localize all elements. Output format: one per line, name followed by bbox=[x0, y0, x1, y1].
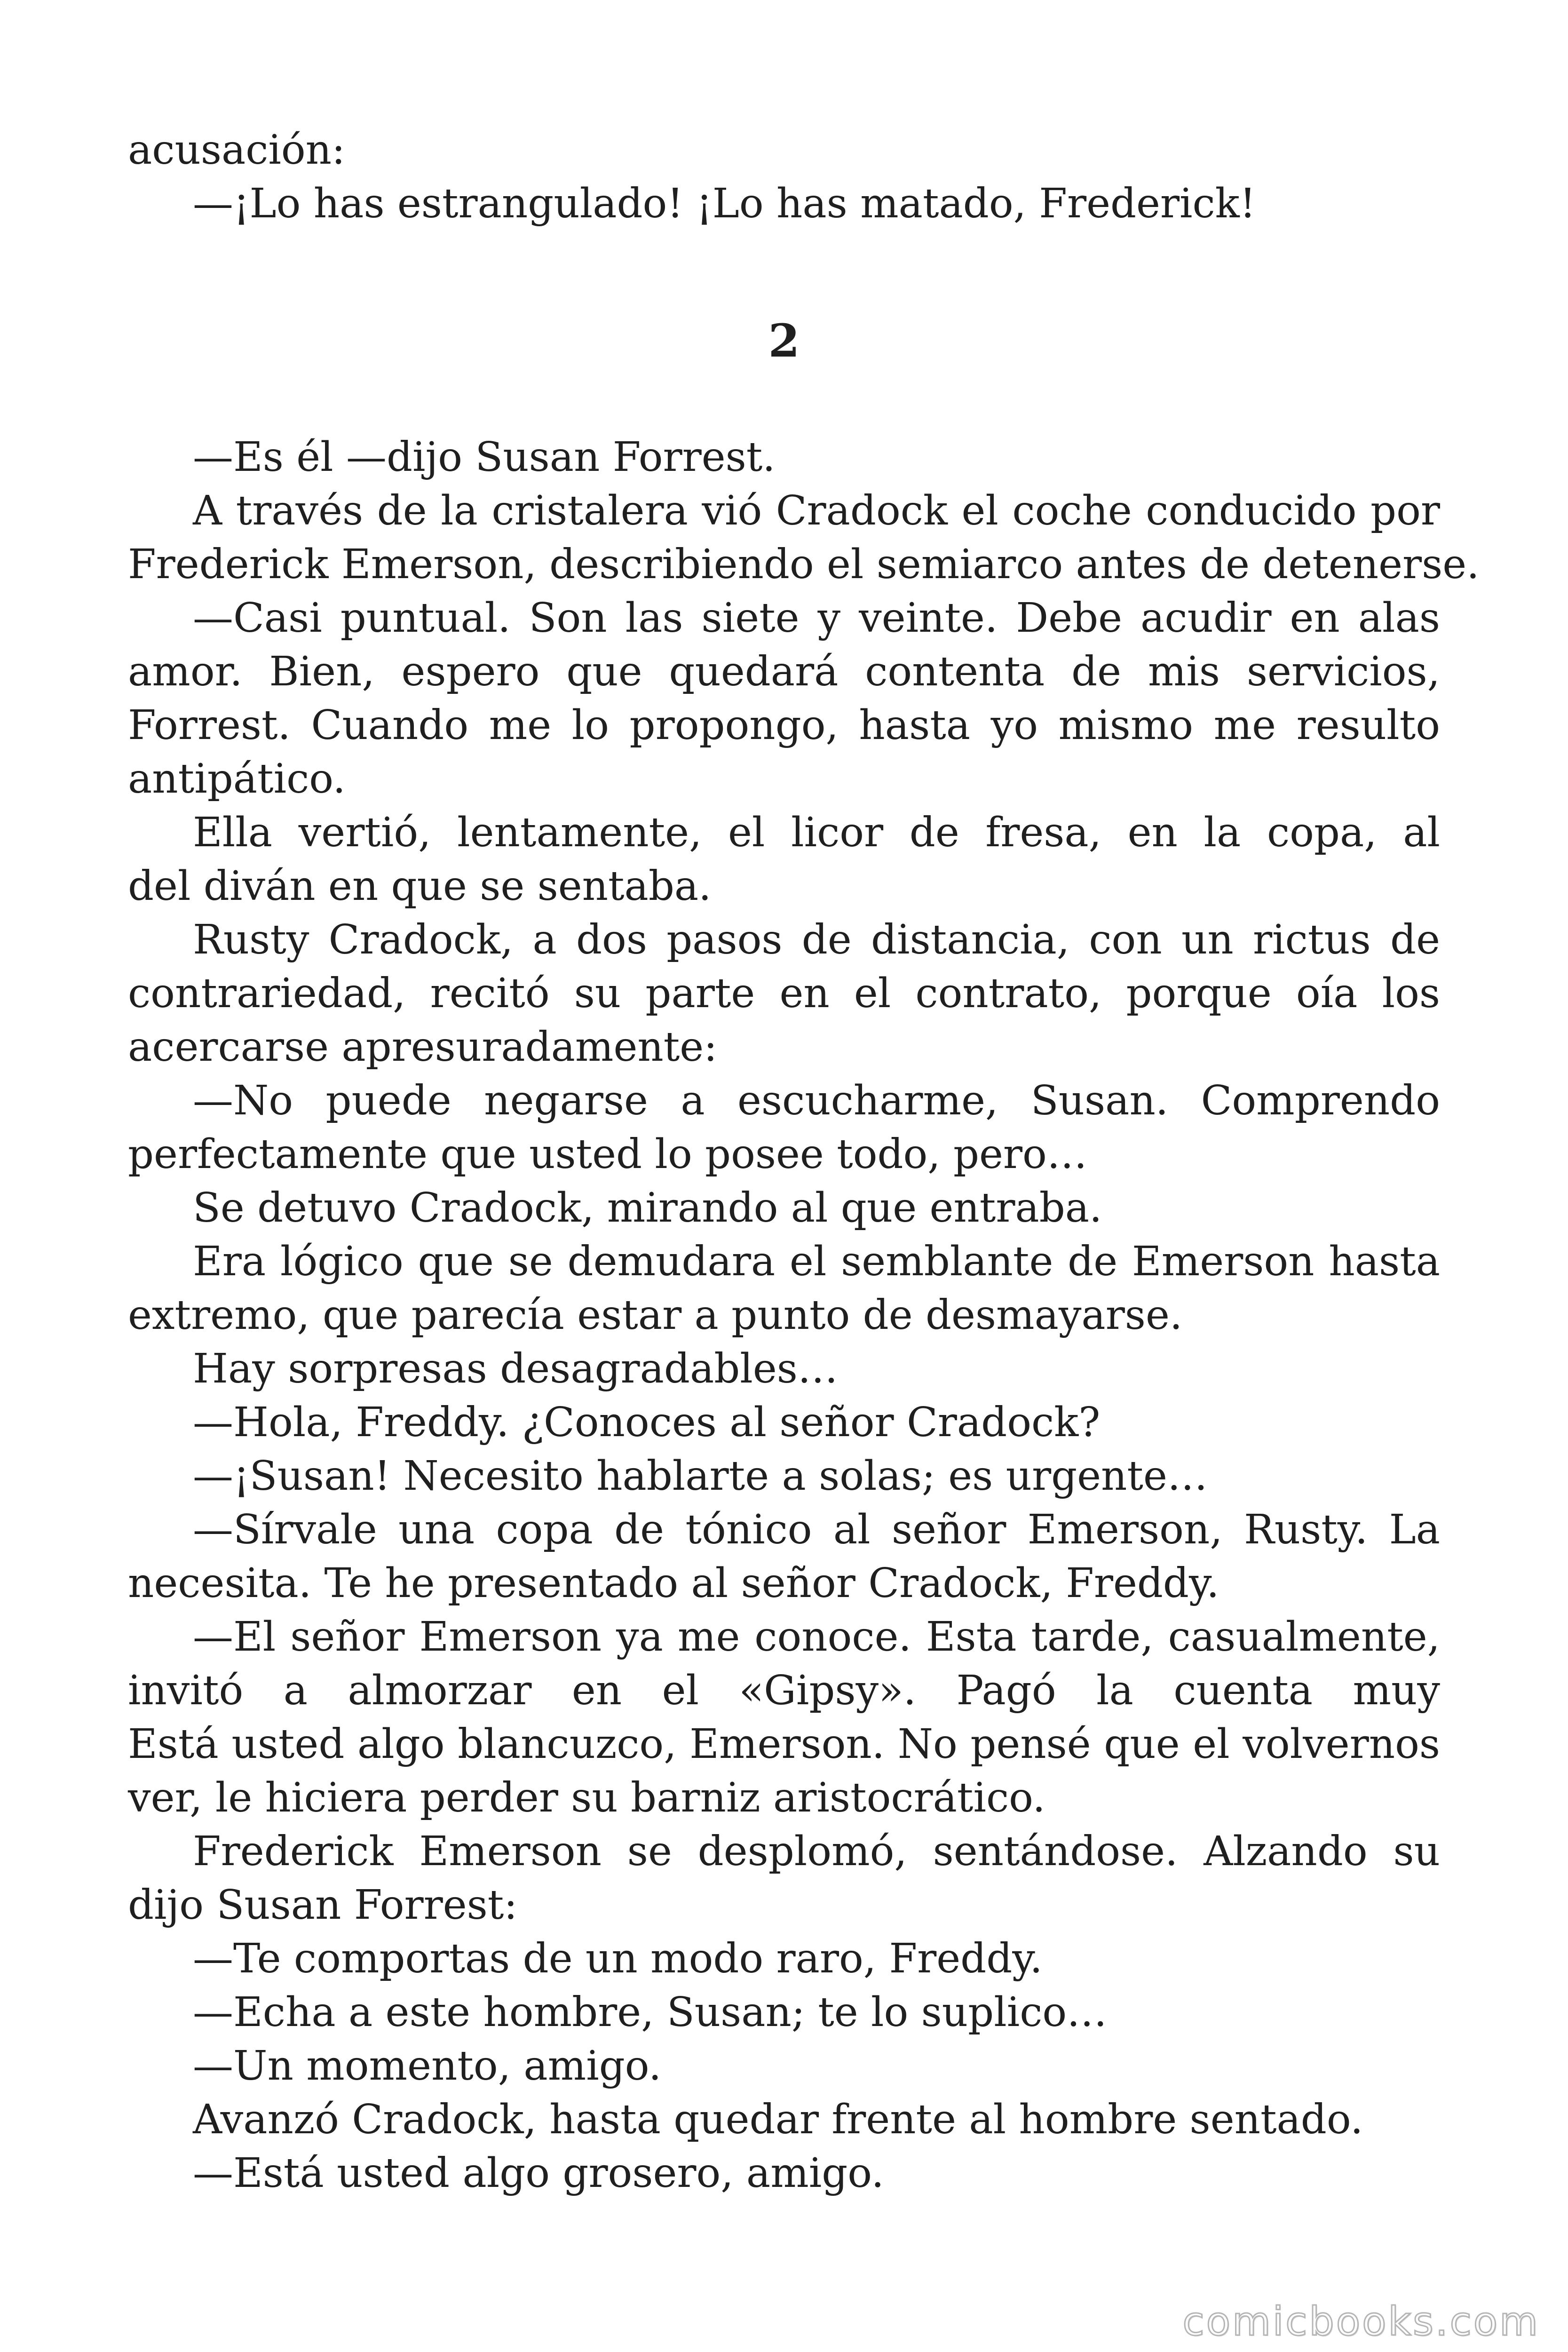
text-line: Rusty Cradock, a dos pasos de distancia, con un rictus de bbox=[193, 916, 1440, 963]
text-line: —No puede negarse a escucharme, Susan. Comprendo bbox=[193, 1077, 1440, 1124]
text-line: del diván en que se sentaba. bbox=[128, 863, 712, 910]
text-line: contrariedad, recitó su parte en el contrato, porque oía los bbox=[128, 970, 1440, 1017]
text-line: Ella vertió, lentamente, el licor de fresa, en la copa, al bbox=[193, 809, 1440, 856]
text-line: —¡Susan! Necesito hablarte a solas; es urgente… bbox=[193, 1453, 1208, 1500]
text-line: perfectamente que usted lo posee todo, pero… bbox=[128, 1131, 1087, 1178]
text-line: Frederick Emerson se desplomó, sentándose. Alzando su bbox=[193, 1828, 1440, 1875]
text-line: Hay sorpresas desagradables… bbox=[193, 1345, 838, 1392]
text-line: A través de la cristalera vió Cradock el coche conducido por bbox=[193, 487, 1440, 534]
text-line: —Es él —dijo Susan Forrest. bbox=[193, 434, 776, 481]
text-line: ver, le hiciera perder su barniz aristocrático. bbox=[128, 1774, 1045, 1821]
text-line: acercarse apresuradamente: bbox=[128, 1024, 718, 1071]
text-line: —Te comportas de un modo raro, Freddy. bbox=[193, 1935, 1043, 1982]
text-line: antipático. bbox=[128, 755, 346, 803]
text-line: Avanzó Cradock, hasta quedar frente al hombre sentado. bbox=[193, 2096, 1363, 2143]
text-line: Era lógico que se demudara el semblante de Emerson hasta bbox=[193, 1238, 1440, 1285]
text-line: —Un momento, amigo. bbox=[193, 2042, 662, 2090]
text-line: acusación: bbox=[128, 127, 346, 174]
text-line: Se detuvo Cradock, mirando al que entraba. bbox=[193, 1184, 1102, 1232]
text-line: Forrest. Cuando me lo propongo, hasta yo mismo me resulto bbox=[128, 702, 1440, 749]
text-line: —El señor Emerson ya me conoce. Esta tarde, casualmente, bbox=[193, 1613, 1440, 1661]
text-line: Está usted algo blancuzco, Emerson. No pensé que el volvernos bbox=[128, 1721, 1440, 1768]
text-line: invitó a almorzar en el «Gipsy». Pagó la cuenta muy bbox=[128, 1667, 1440, 1714]
text-line: —Hola, Freddy. ¿Conoces al señor Cradock? bbox=[193, 1399, 1101, 1446]
text-line: amor. Bien, espero que quedará contenta de mis servicios, bbox=[128, 648, 1440, 695]
text-line: —Echa a este hombre, Susan; te lo suplico… bbox=[193, 1989, 1108, 2036]
text-line: extremo, que parecía estar a punto de desmayarse. bbox=[128, 1292, 1183, 1339]
text-line: —Sírvale una copa de tónico al señor Emerson, Rusty. La bbox=[193, 1506, 1440, 1553]
watermark-logo: comicbooks.com bbox=[1182, 2298, 1540, 2344]
chapter-body bbox=[128, 430, 1480, 2200]
text-line: —Está usted algo grosero, amigo. bbox=[193, 2150, 884, 2197]
text-line: necesita. Te he presentado al señor Cradock, Freddy. bbox=[128, 1560, 1220, 1607]
chapter-number: 2 bbox=[768, 314, 800, 367]
top-text bbox=[128, 123, 1440, 230]
text-line: —Casi puntual. Son las siete y veinte. Debe acudir en alas bbox=[193, 595, 1440, 642]
text-line: —¡Lo has estrangulado! ¡Lo has matado, Frederick! bbox=[193, 180, 1256, 227]
text-line: Frederick Emerson, describiendo el semiarco antes de detenerse. bbox=[128, 541, 1480, 588]
text-line: dijo Susan Forrest: bbox=[128, 1882, 518, 1929]
